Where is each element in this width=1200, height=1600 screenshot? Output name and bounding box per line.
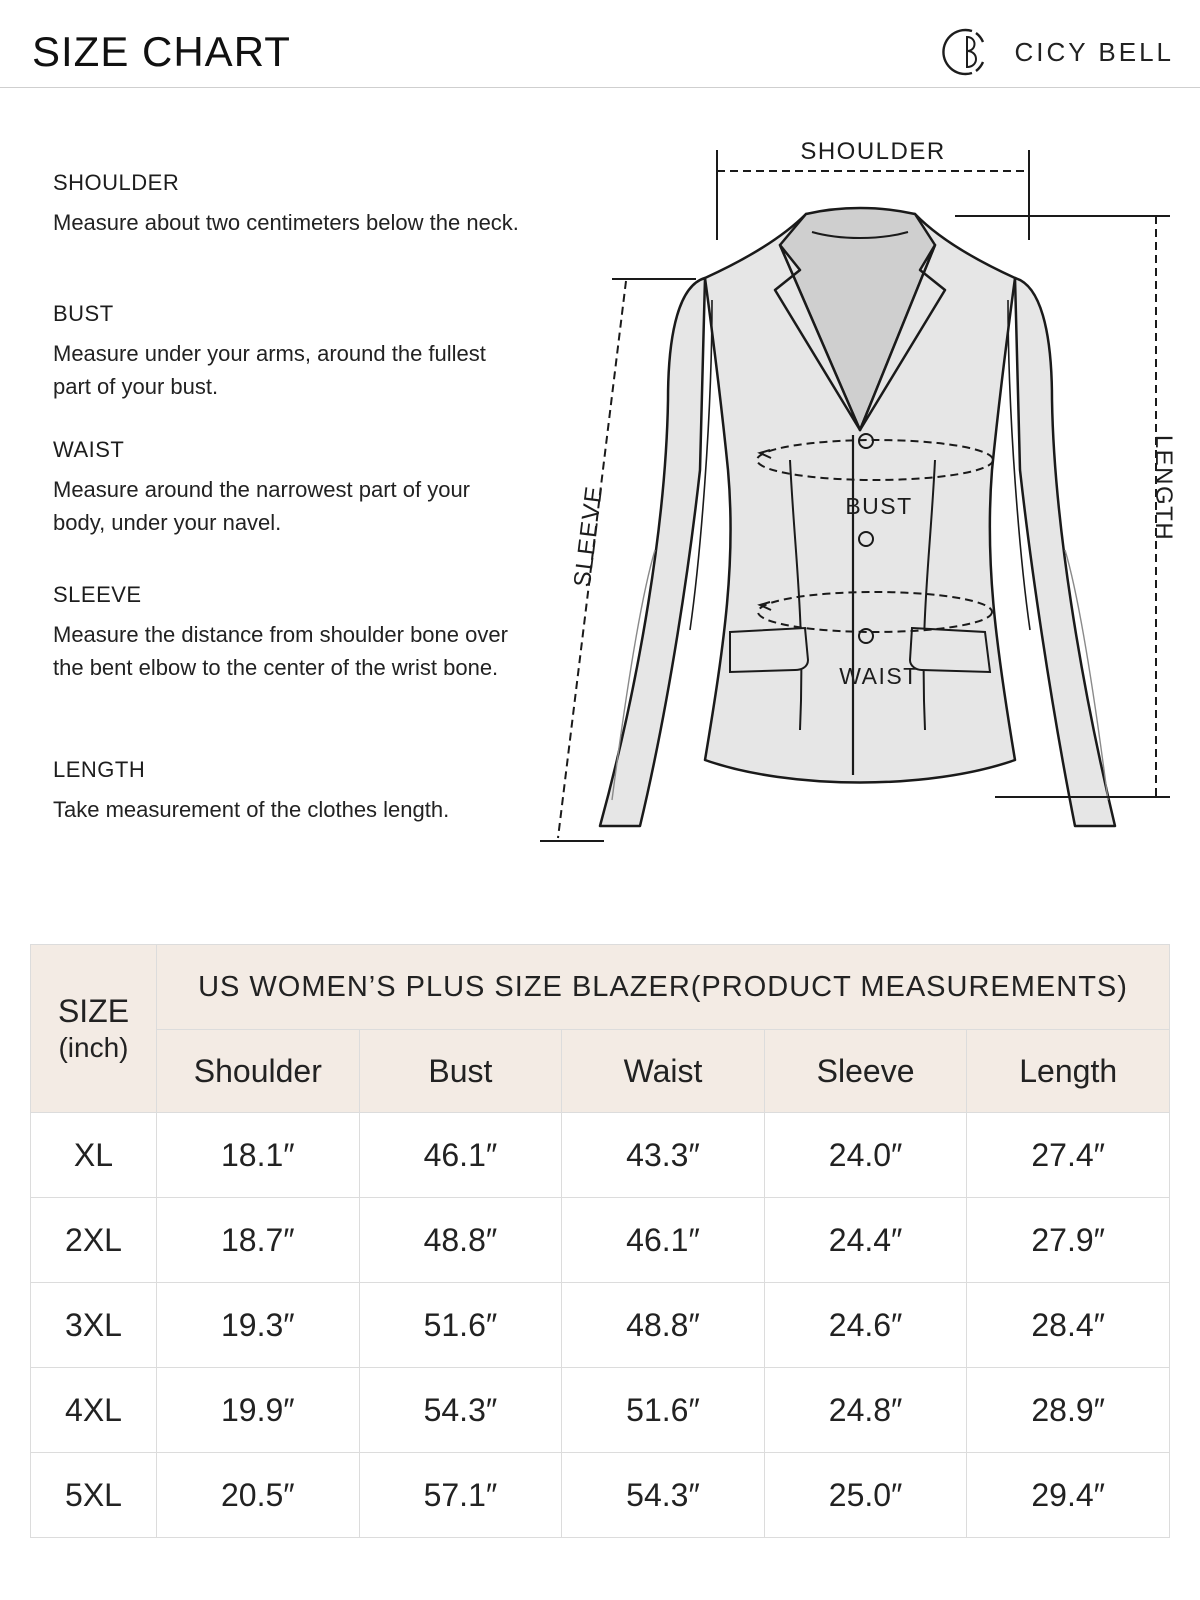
- size-cell: XL: [31, 1113, 157, 1198]
- guide-length: [53, 757, 523, 826]
- table-cell: 18.7″: [157, 1198, 360, 1283]
- blazer-diagram: [530, 120, 1200, 860]
- table-cell: 57.1″: [359, 1453, 562, 1538]
- column-header-bust: Bust: [359, 1030, 562, 1113]
- guide-text: Measure the distance from shoulder bone over the bent elbow to the center of the wrist bone.: [53, 622, 508, 680]
- guide-heading: BUST: [53, 301, 114, 326]
- table-cell: 24.0″: [764, 1113, 967, 1198]
- size-cell: 4XL: [31, 1368, 157, 1453]
- guide-sleeve: [53, 582, 523, 684]
- table-cell: 54.3″: [359, 1368, 562, 1453]
- table-cell: 24.8″: [764, 1368, 967, 1453]
- bust-label: BUST: [845, 493, 913, 519]
- guide-heading: WAIST: [53, 437, 125, 462]
- guide-shoulder: [53, 170, 523, 239]
- table-cell: 25.0″: [764, 1453, 967, 1538]
- table-cell: 48.8″: [562, 1283, 765, 1368]
- column-header-shoulder: Shoulder: [157, 1030, 360, 1113]
- size-header-label: SIZE: [57, 992, 130, 1029]
- guide-text: Measure around the narrowest part of your body, under your navel.: [53, 477, 471, 535]
- table-cell: 28.9″: [967, 1368, 1170, 1453]
- guide-waist: [53, 437, 523, 539]
- page-header: [0, 0, 1200, 88]
- size-cell: 5XL: [31, 1453, 157, 1538]
- table-cell: 20.5″: [157, 1453, 360, 1538]
- table-row: [31, 1113, 1170, 1198]
- column-header-waist: Waist: [562, 1030, 765, 1113]
- guide-heading: SLEEVE: [53, 582, 142, 607]
- column-header-sleeve: Sleeve: [764, 1030, 967, 1113]
- size-header-cell: [31, 945, 157, 1113]
- table-cell: 27.4″: [967, 1113, 1170, 1198]
- size-cell: 2XL: [31, 1198, 157, 1283]
- table-row: [31, 1198, 1170, 1283]
- column-header-length: Length: [967, 1030, 1170, 1113]
- table-cell: 48.8″: [359, 1198, 562, 1283]
- table-cell: 28.4″: [967, 1283, 1170, 1368]
- table-row: [31, 1368, 1170, 1453]
- table-cell: 29.4″: [967, 1453, 1170, 1538]
- waist-label: WAIST: [839, 663, 919, 689]
- table-cell: 51.6″: [359, 1283, 562, 1368]
- table-cell: 54.3″: [562, 1453, 765, 1538]
- length-label: LENGTH: [1150, 434, 1177, 542]
- table-cell: 27.9″: [967, 1198, 1170, 1283]
- table-row: [31, 1283, 1170, 1368]
- sleeve-label: SLEEVE: [568, 483, 609, 589]
- size-unit-label: (inch): [58, 1031, 129, 1063]
- table-row: [31, 1453, 1170, 1538]
- guide-text: Measure about two centimeters below the neck.: [53, 210, 519, 235]
- table-cell: 46.1″: [359, 1113, 562, 1198]
- table-cell: 24.6″: [764, 1283, 967, 1368]
- table-cell: 51.6″: [562, 1368, 765, 1453]
- table-cell: 19.9″: [157, 1368, 360, 1453]
- table-cell: 24.4″: [764, 1198, 967, 1283]
- guide-heading: LENGTH: [53, 757, 146, 782]
- guide-heading: SHOULDER: [53, 170, 180, 195]
- table-cell: 18.1″: [157, 1113, 360, 1198]
- table-cell: 43.3″: [562, 1113, 765, 1198]
- guide-bust: [53, 301, 523, 403]
- table-title: US WOMEN’S PLUS SIZE BLAZER(PRODUCT MEASUREMENTS): [157, 945, 1170, 1030]
- guide-text: Take measurement of the clothes length.: [53, 797, 450, 822]
- shoulder-label: SHOULDER: [800, 138, 946, 165]
- brand: [939, 24, 1174, 80]
- brand-name: CICY BELL: [1014, 36, 1174, 67]
- table-cell: 19.3″: [157, 1283, 360, 1368]
- page-title: SIZE CHART: [32, 28, 291, 75]
- size-cell: 3XL: [31, 1283, 157, 1368]
- size-table: [30, 944, 1170, 1538]
- table-cell: 46.1″: [562, 1198, 765, 1283]
- cb-monogram-icon: [939, 24, 995, 80]
- guide-text: Measure under your arms, around the fullest part of your bust.: [53, 341, 486, 399]
